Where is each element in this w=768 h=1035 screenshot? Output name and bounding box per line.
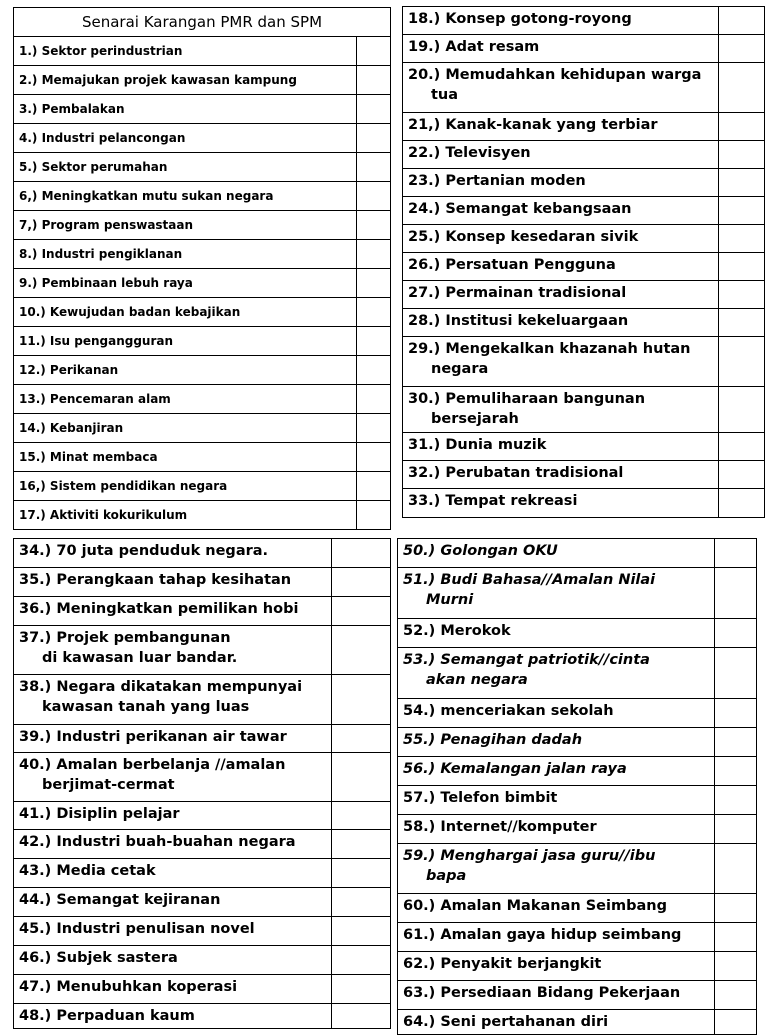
topic-row <box>403 7 765 35</box>
tick-box[interactable] <box>715 757 757 786</box>
topic-row <box>14 675 391 725</box>
topic-label <box>403 35 719 63</box>
tick-box[interactable] <box>357 269 391 298</box>
topic-row <box>14 298 391 327</box>
topic-label <box>14 946 332 975</box>
topic-row <box>398 568 757 619</box>
topic-label <box>403 281 719 309</box>
tick-box[interactable] <box>332 597 391 626</box>
topic-row <box>14 356 391 385</box>
tick-box[interactable] <box>357 240 391 269</box>
tick-box[interactable] <box>357 95 391 124</box>
topic-row <box>14 597 391 626</box>
topic-label <box>14 211 357 240</box>
topic-text: 64.) Seni pertahanan diri <box>403 1014 609 1030</box>
topic-row <box>14 946 391 975</box>
tick-box[interactable] <box>357 443 391 472</box>
topic-row <box>14 1004 391 1029</box>
tick-box[interactable] <box>357 66 391 95</box>
tick-box[interactable] <box>332 725 391 753</box>
topic-label <box>14 975 332 1004</box>
topic-row <box>398 786 757 815</box>
topic-label <box>403 461 719 489</box>
topic-text: 34.) 70 juta penduduk negara. <box>19 543 269 559</box>
topic-label <box>398 815 715 844</box>
topic-label <box>398 786 715 815</box>
topic-text: 22.) Televisyen <box>408 145 531 161</box>
tick-box[interactable] <box>332 1004 391 1029</box>
topic-label <box>403 433 719 461</box>
topic-label <box>14 597 332 626</box>
topic-text: 23.) Pertanian moden <box>408 173 586 189</box>
topic-label <box>398 844 715 894</box>
tick-box[interactable] <box>332 946 391 975</box>
topic-label <box>403 253 719 281</box>
tick-box[interactable] <box>719 197 765 225</box>
topic-row <box>14 414 391 443</box>
topic-text: 63.) Persediaan Bidang Pekerjaan <box>403 985 681 1001</box>
tick-box[interactable] <box>357 501 391 530</box>
topic-text: 28.) Institusi kekeluargaan <box>408 313 629 329</box>
topic-label <box>398 923 715 952</box>
topic-row <box>14 443 391 472</box>
tick-box[interactable] <box>715 1010 757 1035</box>
tick-box[interactable] <box>719 63 765 113</box>
topic-label <box>403 309 719 337</box>
topic-table-3 <box>13 538 391 1029</box>
tick-box[interactable] <box>715 728 757 757</box>
topic-row <box>14 802 391 830</box>
topic-text-continued: negara <box>431 361 489 377</box>
topic-text: 33.) Tempat rekreasi <box>408 493 578 509</box>
topic-text: 41.) Disiplin pelajar <box>19 806 180 822</box>
topic-label <box>403 113 719 141</box>
topic-text: 24.) Semangat kebangsaan <box>408 201 632 217</box>
topic-text: 48.) Perpaduan kaum <box>19 1008 195 1024</box>
topic-text: 2.) Memajukan projek kawasan kampung <box>19 73 297 87</box>
tick-box[interactable] <box>357 298 391 327</box>
topic-text-continued: tua <box>431 87 459 103</box>
topic-text: 30.) Pemuliharaan bangunan <box>408 391 646 407</box>
tick-box[interactable] <box>719 7 765 35</box>
topic-row <box>398 619 757 648</box>
topic-text: 50.) Golongan OKU <box>403 543 558 559</box>
topic-label <box>14 675 332 725</box>
topic-label <box>14 568 332 597</box>
tick-box[interactable] <box>715 568 757 619</box>
topic-text: 36.) Meningkatkan pemilikan hobi <box>19 601 299 617</box>
tick-box[interactable] <box>719 169 765 197</box>
tick-box[interactable] <box>715 619 757 648</box>
topic-label <box>398 952 715 981</box>
topic-label <box>14 124 357 153</box>
topic-row <box>14 975 391 1004</box>
tick-box[interactable] <box>357 385 391 414</box>
topic-label <box>403 387 719 433</box>
topic-label <box>14 472 357 501</box>
tick-box[interactable] <box>715 952 757 981</box>
tick-box[interactable] <box>357 327 391 356</box>
topic-text: 18.) Konsep gotong-royong <box>408 11 632 27</box>
topic-label <box>14 327 357 356</box>
topic-row <box>398 894 757 923</box>
topic-row <box>14 917 391 946</box>
topic-label <box>14 356 357 385</box>
tick-box[interactable] <box>719 113 765 141</box>
topic-row <box>398 699 757 728</box>
topic-row <box>403 63 765 113</box>
topic-text: 61.) Amalan gaya hidup seimbang <box>403 927 682 943</box>
topic-text: 53.) Semangat patriotik//cinta <box>403 652 650 668</box>
topic-text-continued: akan negara <box>426 672 528 688</box>
topic-text: 20.) Memudahkan kehidupan warga <box>408 67 702 83</box>
topic-row <box>403 197 765 225</box>
topic-label <box>398 894 715 923</box>
topic-label <box>14 888 332 917</box>
topic-text: 25.) Konsep kesedaran sivik <box>408 229 639 245</box>
topic-row <box>14 37 391 66</box>
tick-box[interactable] <box>332 802 391 830</box>
tick-box[interactable] <box>719 309 765 337</box>
tick-box[interactable] <box>715 981 757 1010</box>
topic-label <box>398 648 715 699</box>
topic-row <box>403 337 765 387</box>
topic-label <box>398 757 715 786</box>
topic-label <box>14 830 332 859</box>
topic-row <box>403 225 765 253</box>
tick-box[interactable] <box>357 211 391 240</box>
topic-label <box>403 63 719 113</box>
topic-label <box>14 539 332 568</box>
topic-row <box>398 923 757 952</box>
tick-box[interactable] <box>719 433 765 461</box>
tick-box[interactable] <box>719 253 765 281</box>
topic-text: 37.) Projek pembangunan <box>19 630 231 646</box>
tick-box[interactable] <box>715 786 757 815</box>
topic-text: 58.) Internet//komputer <box>403 819 597 835</box>
topic-text: 31.) Dunia muzik <box>408 437 547 453</box>
topic-row <box>14 327 391 356</box>
topic-row <box>14 472 391 501</box>
topic-label <box>14 95 357 124</box>
topic-text: 54.) menceriakan sekolah <box>403 703 614 719</box>
topic-row <box>398 1010 757 1035</box>
topic-row <box>14 753 391 802</box>
topic-table-2 <box>402 6 765 518</box>
tick-box[interactable] <box>332 830 391 859</box>
topic-row <box>403 253 765 281</box>
topic-row <box>14 211 391 240</box>
topic-label <box>14 414 357 443</box>
topic-label <box>14 501 357 530</box>
tick-box[interactable] <box>332 568 391 597</box>
topic-text: 8.) Industri pengiklanan <box>19 247 183 261</box>
topic-label <box>403 197 719 225</box>
topic-row <box>398 844 757 894</box>
topic-text-continued: di kawasan luar bandar. <box>42 650 238 666</box>
tick-box[interactable] <box>719 225 765 253</box>
tick-box[interactable] <box>715 539 757 568</box>
tick-box[interactable] <box>715 923 757 952</box>
topic-text: 17.) Aktiviti kokurikulum <box>19 508 188 522</box>
tick-box[interactable] <box>332 539 391 568</box>
topic-text: 5.) Sektor perumahan <box>19 160 168 174</box>
tick-box[interactable] <box>719 489 765 518</box>
topic-row <box>14 830 391 859</box>
topic-row <box>398 728 757 757</box>
topic-row <box>14 888 391 917</box>
topic-text: 52.) Merokok <box>403 623 511 639</box>
topic-text: 7,) Program penswastaan <box>19 218 194 232</box>
topic-label <box>14 725 332 753</box>
topic-label <box>14 917 332 946</box>
topic-row <box>403 489 765 518</box>
topic-label <box>403 7 719 35</box>
topic-text: 57.) Telefon bimbit <box>403 790 558 806</box>
topic-text: 59.) Menghargai jasa guru//ibu <box>403 848 656 864</box>
topic-label <box>403 337 719 387</box>
tick-box[interactable] <box>357 414 391 443</box>
tick-box[interactable] <box>332 859 391 888</box>
topic-text: 39.) Industri perikanan air tawar <box>19 729 287 745</box>
topic-text: 55.) Penagihan dadah <box>403 732 583 748</box>
topic-text: 38.) Negara dikatakan mempunyai <box>19 679 303 695</box>
topic-row <box>14 501 391 530</box>
topic-label <box>398 619 715 648</box>
topic-text-continued: kawasan tanah yang luas <box>42 699 250 715</box>
topic-row <box>14 182 391 211</box>
topic-text: 14.) Kebanjiran <box>19 421 124 435</box>
tick-box[interactable] <box>357 182 391 211</box>
tick-box[interactable] <box>719 337 765 387</box>
topic-text-continued: berjimat-cermat <box>42 777 175 793</box>
tick-box[interactable] <box>715 699 757 728</box>
topic-row <box>14 95 391 124</box>
tick-box[interactable] <box>332 753 391 802</box>
topic-text: 51.) Budi Bahasa//Amalan Nilai <box>403 572 656 588</box>
topic-row <box>403 141 765 169</box>
topic-row <box>403 461 765 489</box>
tick-box[interactable] <box>719 461 765 489</box>
topic-text-continued: bapa <box>426 868 467 884</box>
topic-label <box>14 269 357 298</box>
topic-label <box>403 141 719 169</box>
topic-row <box>14 269 391 298</box>
tick-box[interactable] <box>357 472 391 501</box>
topic-row <box>14 725 391 753</box>
tick-box[interactable] <box>357 37 391 66</box>
tick-box[interactable] <box>332 888 391 917</box>
topic-text-continued: bersejarah <box>431 411 519 427</box>
topic-text: 15.) Minat membaca <box>19 450 158 464</box>
topic-label <box>398 568 715 619</box>
topic-label <box>14 753 332 802</box>
tick-box[interactable] <box>332 626 391 675</box>
topic-label <box>14 182 357 211</box>
topic-row <box>14 859 391 888</box>
topic-text: 40.) Amalan berbelanja //amalan <box>19 757 286 773</box>
topic-text: 27.) Permainan tradisional <box>408 285 627 301</box>
tick-box[interactable] <box>719 387 765 433</box>
topic-row <box>14 568 391 597</box>
topic-text: 32.) Perubatan tradisional <box>408 465 624 481</box>
topic-row <box>398 757 757 786</box>
tick-box[interactable] <box>715 894 757 923</box>
topic-row <box>403 387 765 433</box>
topic-row <box>398 539 757 568</box>
topic-label <box>14 802 332 830</box>
topic-label <box>398 1010 715 1035</box>
topic-row <box>14 124 391 153</box>
topic-text: 6,) Meningkatkan mutu sukan negara <box>19 189 274 203</box>
tick-box[interactable] <box>357 153 391 182</box>
tick-box[interactable] <box>715 648 757 699</box>
topic-row <box>398 981 757 1010</box>
topic-text: 3.) Pembalakan <box>19 102 125 116</box>
topic-row <box>14 539 391 568</box>
tick-box[interactable] <box>715 815 757 844</box>
topic-label <box>403 489 719 518</box>
topic-row <box>403 35 765 63</box>
topic-text: 26.) Persatuan Pengguna <box>408 257 616 273</box>
topic-text: 29.) Mengekalkan khazanah hutan <box>408 341 691 357</box>
topic-label <box>14 626 332 675</box>
topic-label <box>398 539 715 568</box>
topic-label <box>398 699 715 728</box>
topic-text: 10.) Kewujudan badan kebajikan <box>19 305 241 319</box>
topic-label <box>14 298 357 327</box>
tick-box[interactable] <box>719 281 765 309</box>
topic-label <box>14 66 357 95</box>
topic-label <box>14 443 357 472</box>
topic-row <box>14 626 391 675</box>
topic-text: 9.) Pembinaan lebuh raya <box>19 276 193 290</box>
topic-text: 46.) Subjek sastera <box>19 950 178 966</box>
topic-text: 16,) Sistem pendidikan negara <box>19 479 228 493</box>
tick-box[interactable] <box>719 141 765 169</box>
topic-label <box>398 981 715 1010</box>
topic-text: 21,) Kanak-kanak yang terbiar <box>408 117 658 133</box>
tick-box[interactable] <box>332 975 391 1004</box>
topic-label <box>14 37 357 66</box>
topic-label <box>14 385 357 414</box>
topic-table-1 <box>13 7 391 530</box>
topic-label <box>14 859 332 888</box>
topic-row <box>398 952 757 981</box>
topic-text: 1.) Sektor perindustrian <box>19 44 183 58</box>
topic-row <box>14 385 391 414</box>
tick-box[interactable] <box>357 124 391 153</box>
topic-row <box>403 169 765 197</box>
topic-text: 11.) Isu pengangguran <box>19 334 174 348</box>
topic-text: 47.) Menubuhkan koperasi <box>19 979 238 995</box>
page-title: Senarai Karangan PMR dan SPM <box>14 8 391 37</box>
topic-row <box>14 66 391 95</box>
tick-box[interactable] <box>332 675 391 725</box>
topic-text: 12.) Perikanan <box>19 363 119 377</box>
topic-table-4 <box>397 538 757 1035</box>
topic-text-continued: Murni <box>426 592 474 608</box>
topic-label <box>398 728 715 757</box>
topic-label <box>403 169 719 197</box>
topic-text: 45.) Industri penulisan novel <box>19 921 255 937</box>
tick-box[interactable] <box>715 844 757 894</box>
tick-box[interactable] <box>357 356 391 385</box>
topic-row <box>403 309 765 337</box>
topic-text: 19.) Adat resam <box>408 39 540 55</box>
topic-label <box>403 225 719 253</box>
topic-text: 13.) Pencemaran alam <box>19 392 171 406</box>
topic-text: 56.) Kemalangan jalan raya <box>403 761 627 777</box>
topic-row <box>398 815 757 844</box>
tick-box[interactable] <box>332 917 391 946</box>
topic-text: 42.) Industri buah-buahan negara <box>19 834 296 850</box>
tick-box[interactable] <box>719 35 765 63</box>
topic-row <box>403 113 765 141</box>
topic-text: 35.) Perangkaan tahap kesihatan <box>19 572 292 588</box>
topic-label <box>14 153 357 182</box>
topic-row <box>398 648 757 699</box>
topic-text: 62.) Penyakit berjangkit <box>403 956 602 972</box>
topic-text: 60.) Amalan Makanan Seimbang <box>403 898 667 914</box>
topic-row <box>403 281 765 309</box>
topic-text: 4.) Industri pelancongan <box>19 131 186 145</box>
topic-row <box>403 433 765 461</box>
topic-label <box>14 240 357 269</box>
topic-text: 43.) Media cetak <box>19 863 156 879</box>
topic-label <box>14 1004 332 1029</box>
topic-text: 44.) Semangat kejiranan <box>19 892 221 908</box>
topic-row <box>14 240 391 269</box>
topic-row <box>14 153 391 182</box>
